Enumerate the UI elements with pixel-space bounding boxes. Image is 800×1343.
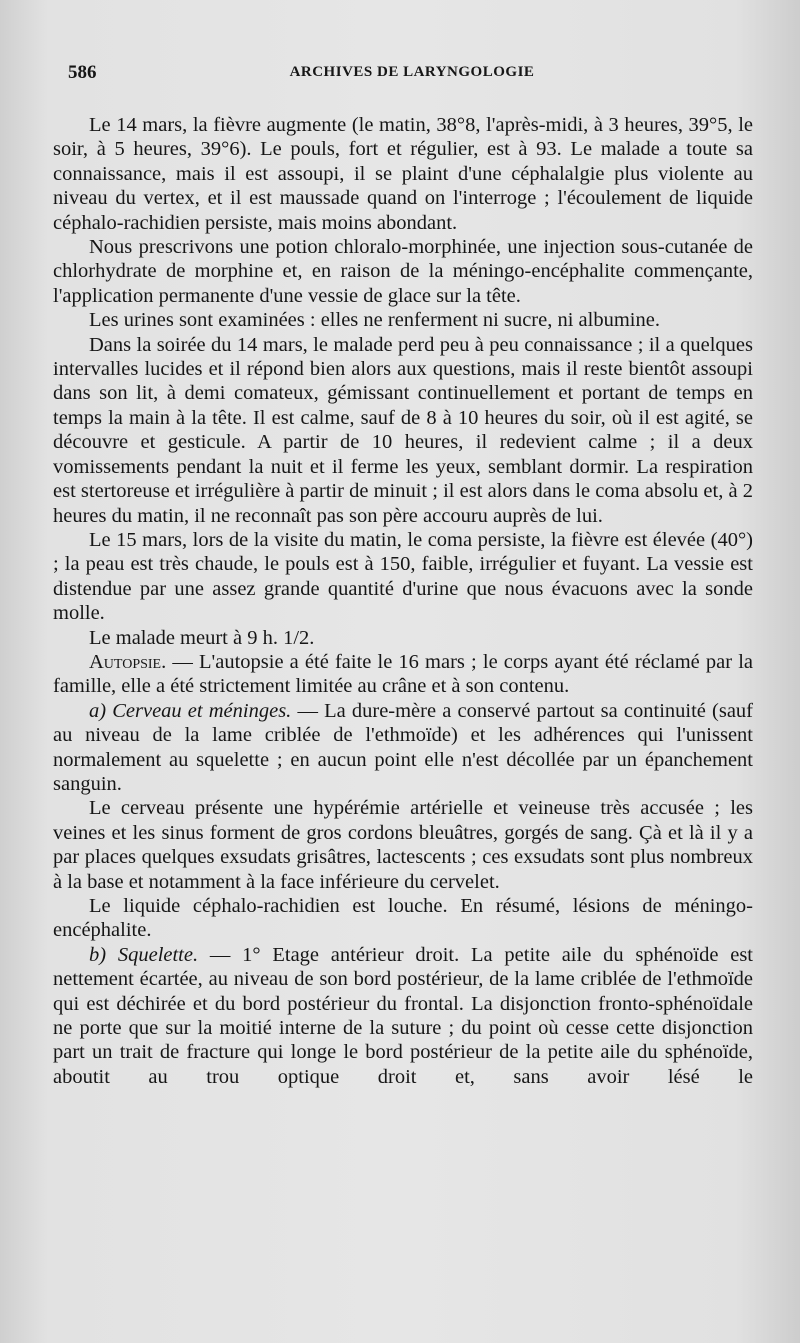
paragraph: Le 15 mars, lors de la visite du matin, le coma persiste, la fièvre est élevée (40°) ; la peau est très chaude, le pouls est à 150, faible, irrégulier et fuyant. La vessie est distendue par une assez grande quantité d'urine que nous évacuons avec la sonde molle. bbox=[53, 528, 753, 625]
paragraph: Les urines sont examinées : elles ne renferment ni sucre, ni albumine. bbox=[89, 309, 660, 332]
paragraph: Le liquide céphalo-rachidien est louche. En résumé, lésions de méningo-encéphalite. bbox=[53, 895, 753, 942]
body-text bbox=[53, 113, 753, 1089]
running-title: ARCHIVES DE LARYNGOLOGIE bbox=[289, 64, 535, 80]
page-number: 586 bbox=[68, 62, 97, 83]
section-lead: Autopsie. bbox=[89, 650, 167, 673]
paragraph: Nous prescrivons une potion chloralo-morphinée, une injection sous-cutanée de chlorhydrate de morphine et, en raison de la méningo-encéphalite commençante, l'application permanente d'une vessie de glace sur la tête. bbox=[53, 236, 753, 307]
section-lead: a) Cerveau et méninges. bbox=[89, 699, 292, 722]
paragraph: Le 14 mars, la fièvre augmente (le matin, 38°8, l'après-midi, à 3 heures, 39°5, le soir, à 5 heures, 39°6). Le pouls, fort et régulier, est à 93. Le malade a toute sa connaissance, mais il est assoupi, il se plaint d'une céphalalgie plus violente au niveau du vertex, et il est maussade quand on l'interroge ; l'écoulement de liquide céphalo-rachidien persiste, mais moins abondant. bbox=[53, 114, 753, 234]
paragraph: Le malade meurt à 9 h. 1/2. bbox=[89, 626, 315, 649]
paragraph: Le cerveau présente une hypérémie artérielle et veineuse très accusée ; les veines et les sinus forment de gros cordons bleuâtres, gorgés de sang. Çà et là il y a par places quelques exsudats grisâtres, lactescents ; ces exsudats sont plus nombreux à la base et notamment à la face inférieure du cervelet. bbox=[53, 797, 753, 893]
paragraph: b) Squelette. — 1° Etage antérieur droit. La petite aile du sphénoïde est nettement écartée, au niveau de son bord postérieur, de la lame criblée de l'ethmoïde qui est déchirée et du bord postérieur du frontal. La disjonction fronto-sphénoïdale ne porte que sur la moitié interne de la suture ; du point où cesse cette disjonction part un trait de fracture qui longe le bord postérieur de la petite aile du sphénoïde, aboutit au trou optique droit et, sans avoir lésé le bbox=[53, 943, 753, 1088]
page-header bbox=[68, 62, 756, 86]
paragraph: Dans la soirée du 14 mars, le malade perd peu à peu connaissance ; il a quelques intervalles lucides et il répond bien alors aux questions, mais il reste bientôt assoupi dans son lit, à demi comateux, gémissant continuellement et portant de temps en temps la main à la tête. Il est calme, sauf de 8 à 10 heures du soir, où il est agité, se découvre et gesticule. A partir de 10 heures, il redevient calme ; il a deux vomissements pendant la nuit et il ferme les yeux, semblant dormir. La respiration est stertoreuse et irrégulière à partir de minuit ; il est alors dans le coma absolu et, à 2 heures du matin, il ne reconnaît pas son père accouru auprès de lui. bbox=[53, 333, 753, 527]
paragraph: a) Cerveau et méninges. — La dure-mère a conservé partout sa continuité (sauf au niveau de la lame criblée de l'ethmoïde) et les adhérences qui l'unissent normalement au squelette ; en aucun point elle n'est décollée par un épanchement sanguin. bbox=[53, 699, 753, 795]
paragraph: Autopsie. — L'autopsie a été faite le 16 mars ; le corps ayant été réclamé par la famille, elle a été strictement limitée au crâne et à son contenu. bbox=[53, 650, 753, 698]
section-lead: b) Squelette. bbox=[89, 943, 199, 966]
